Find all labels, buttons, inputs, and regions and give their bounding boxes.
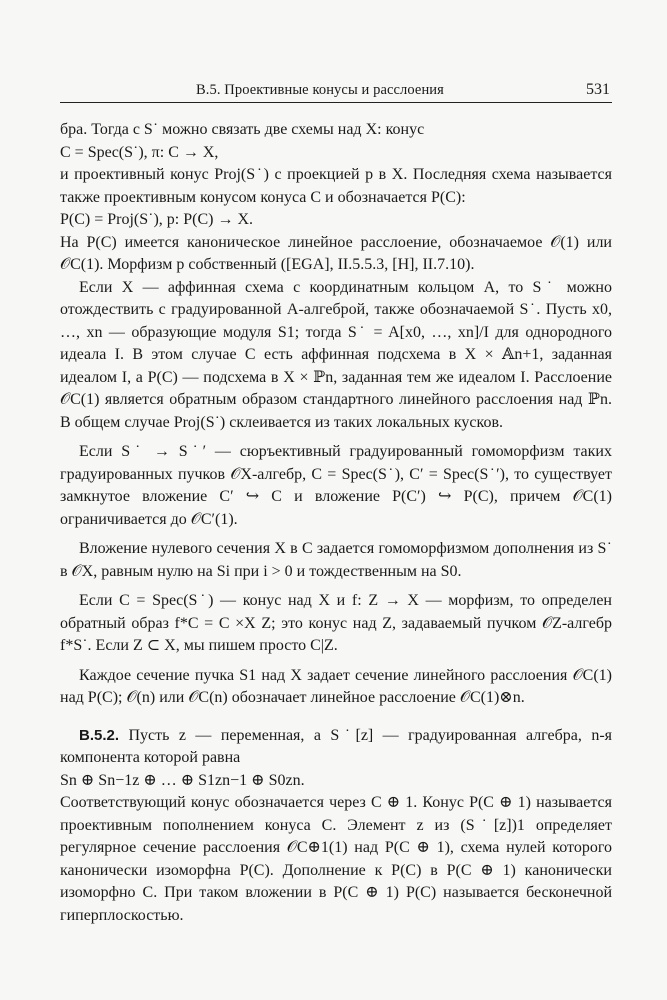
body-text <box>60 119 612 927</box>
paragraph-6: Вложение нулевого сечения X в C задается гомоморфизмом дополнения из S˙ в 𝒪X, равным нулю на Si при i > 0 и тождественным на S0. <box>60 540 612 580</box>
paragraph-7: Если C = Spec(S˙) — конус над X и f: Z → X — морфизм, то определен обратный образ f*C = C ×X Z; это конус над Z, задаваемый пучком 𝒪Z-алгебр f*S˙. Если Z ⊂ X, мы пишем просто C|Z. <box>60 592 612 654</box>
section-number: B.5.2. <box>79 726 120 744</box>
formula-projective-cone: P(C) = Proj(S˙), p: P(C) → X. <box>60 211 254 228</box>
paragraph-1: бра. Тогда с S˙ можно связать две схемы над X: конус <box>60 121 425 138</box>
paragraph-5: Если S˙ → S˙′ — сюръективный градуированный гомоморфизм таких градуированных пучков 𝒪X-алгебр, C = Spec(S˙), C′ = Spec(S˙′), то существует замкнутое вложение C′ ↪ C и вложение P(C′) ↪ P(C), причем 𝒪C(1) ограничивается до 𝒪C′(1). <box>60 443 612 528</box>
paragraph-9: Пусть z — переменная, а S˙[z] — градуированная алгебра, n-я компонента которой равна <box>60 726 612 766</box>
formula-graded-component: Sn ⊕ Sn−1z ⊕ … ⊕ S1zn−1 ⊕ S0zn. <box>60 771 305 789</box>
paragraph-10: Соответствующий конус обозначается через C ⊕ 1. Конус P(C ⊕ 1) называется проективным пополнением конуса C. Элемент z из (S˙[z])1 определяет регулярное сечение расслоения 𝒪C⊕1(1) над P(C ⊕ 1), схема нулей которого канонически изоморфна P(C). Дополнение к P(C) в P(C ⊕ 1) канонически изоморфно C. При таком вложении в P(C ⊕ 1) P(C) называется бесконечной гиперплоскостью. <box>60 794 612 924</box>
formula-cone: C = Spec(S˙), π: C → X, <box>60 143 219 161</box>
running-head <box>60 80 612 103</box>
running-title: B.5. Проективные конусы и расслоения <box>196 82 444 98</box>
paragraph-4: Если X — аффинная схема с координатным кольцом A, то S˙ можно отождествить с градуированной A-алгеброй, также обозначаемой S˙. Пусть x0, …, xn — образующие модуля S1; тогда S˙ = A[x0, …, xn]/I для однородного идеала I. В этом случае C есть аффинная подсхема в X × 𝔸n+1, заданная идеалом I, а P(C) — подсхема в X × ℙn, заданная тем же идеалом I. Расслоение 𝒪C(1) является обратным образом стандартного линейного расслоения над ℙn. В общем случае Proj(S˙) склеивается из таких локальных кусков. <box>60 278 612 431</box>
paragraph-2: и проективный конус Proj(S˙) с проекцией p в X. Последняя схема называется также проективным конусом конуса C и обозначается P(C): <box>60 166 612 206</box>
page-number: 531 <box>586 81 610 98</box>
paragraph-8: Каждое сечение пучка S1 над X задает сечение линейного расслоения 𝒪C(1) над P(C); 𝒪(n) или 𝒪C(n) обозначает линейное расслоение 𝒪C(1)⊗n. <box>60 666 612 706</box>
paragraph-3: На P(C) имеется каноническое линейное расслоение, обозначаемое 𝒪(1) или 𝒪C(1). Морфизм p собственный ([EGA], II.5.5.3, [H], II.7.10). <box>60 233 612 273</box>
section-b52 <box>60 725 612 770</box>
